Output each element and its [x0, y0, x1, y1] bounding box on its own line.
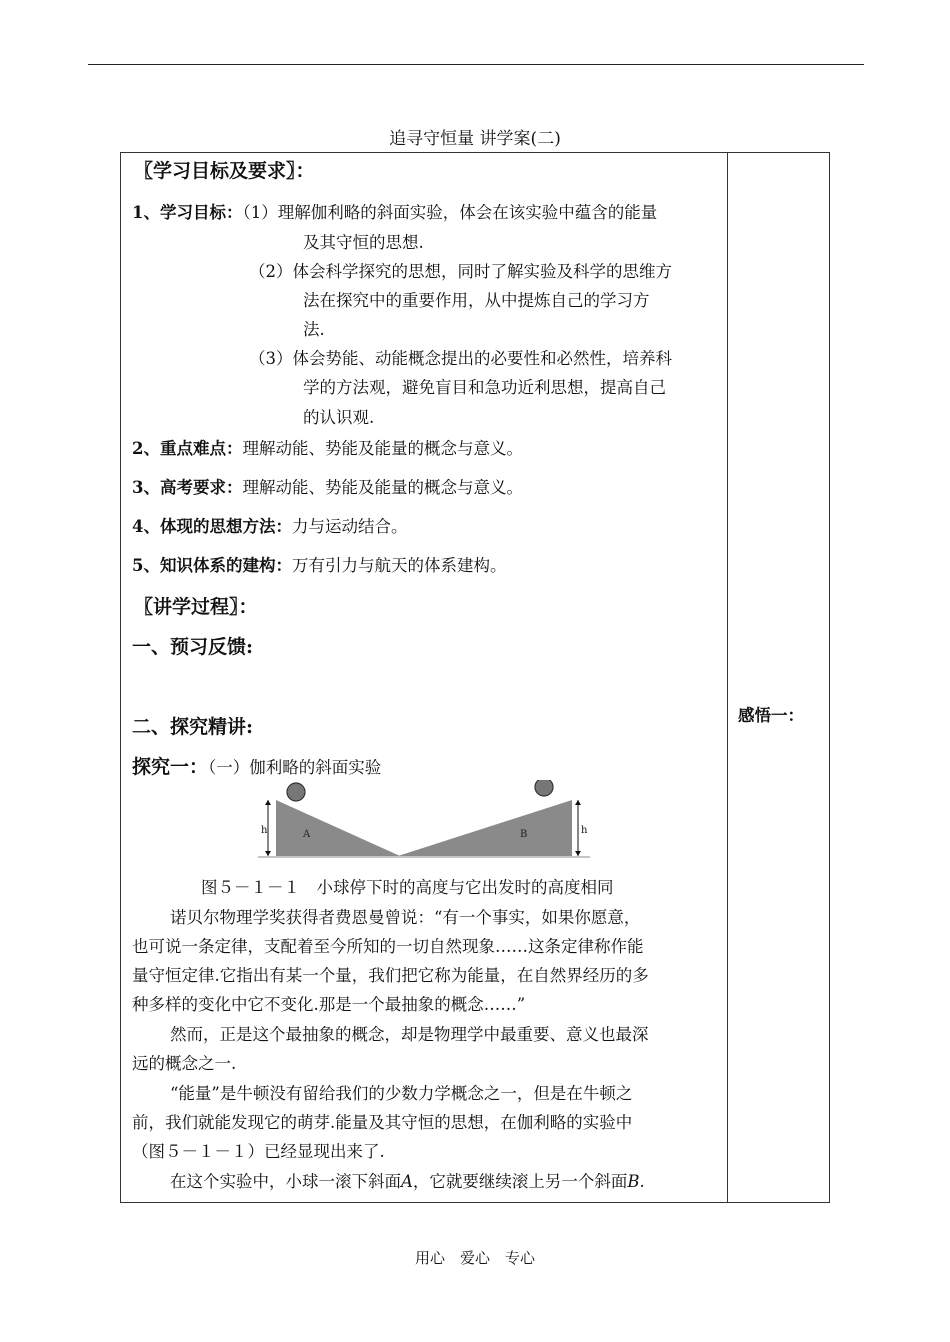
para2-line-1: 然而，正是这个最抽象的概念，却是物理学中最重要、意义也最深 — [170, 1025, 649, 1044]
explore-line — [132, 752, 381, 779]
knowledge-label: 5、知识体系的建构： — [132, 556, 292, 575]
h-label-left: h — [261, 825, 268, 836]
para4-line-1 — [170, 1168, 645, 1192]
para3-line-2: 前，我们就能发现它的萌芽.能量及其守恒的思想，在伽利略的实验中 — [132, 1113, 633, 1132]
h-label-right: h — [581, 825, 588, 836]
key-points-label: 2、重点难点： — [132, 439, 243, 458]
arrow-right-top — [575, 800, 581, 805]
process-heading: 〖讲学过程〗： — [134, 596, 258, 618]
incline-figure — [258, 780, 590, 860]
goal1-line-2: 及其守恒的思想. — [303, 233, 424, 252]
ball-right — [535, 780, 553, 796]
exam-req-label: 3、高考要求： — [132, 478, 243, 497]
incline-b — [398, 800, 572, 856]
arrow-left-bottom — [265, 851, 271, 856]
goal-label: 1、学习目标： — [132, 203, 243, 222]
para1-line-3: 量守恒定律.它指出有某一个量，我们把它称为能量，在自然界经历的多 — [132, 966, 649, 985]
goal3-line-1: （3）体会势能、动能概念提出的必要性和必然性，培养科 — [249, 349, 672, 368]
method-line — [132, 513, 407, 537]
ball-left — [287, 783, 305, 801]
goal-line-1 — [132, 199, 657, 223]
exam-req-text: 理解动能、势能及能量的概念与意义。 — [242, 478, 523, 497]
arrow-left-top — [265, 800, 271, 805]
objectives-heading: 〖学习目标及要求〗： — [134, 160, 315, 182]
arrow-right-bottom — [575, 851, 581, 856]
knowledge-text: 万有引力与航天的体系建构。 — [291, 556, 507, 575]
section1-heading: 一、预习反馈: — [132, 636, 254, 658]
figure-caption: 图５－１－１ 小球停下时的高度与它出发时的高度相同 — [201, 878, 614, 897]
para1-line-2: 也可说一条定律，支配着至今所知的一切自然现象……这条定律称作能 — [132, 937, 644, 956]
goal3-line-2: 学的方法观，避免盲目和急功近利思想，提高自己 — [303, 378, 666, 397]
knowledge-line — [132, 552, 506, 576]
method-label: 4、体现的思想方法： — [132, 517, 292, 536]
para1-line-1: 诺贝尔物理学奖获得者费恩曼曾说：“有一个事实，如果你愿意， — [170, 908, 641, 927]
exam-req-line — [132, 474, 523, 498]
document-title: 追寻守恒量 讲学案(二) — [389, 129, 561, 149]
label-a: A — [303, 829, 311, 840]
goal2-line-2: 法在探究中的重要作用，从中提炼自己的学习方 — [303, 291, 650, 310]
goal1-text: （1）理解伽利略的斜面实验，体会在该实验中蕴含的能量 — [242, 203, 658, 222]
explore-label: 探究一： — [132, 756, 209, 778]
side-note-label: 感悟一： — [738, 706, 804, 725]
para3-line-3: （图５－１－１）已经显现出来了. — [132, 1142, 385, 1161]
para2-line-2: 远的概念之一. — [132, 1054, 237, 1073]
key-points-text: 理解动能、势能及能量的概念与意义。 — [242, 439, 523, 458]
column-divider — [727, 152, 728, 1203]
goal2-line-1: （2）体会科学探究的思想，同时了解实验及科学的思维方 — [249, 262, 672, 281]
header-rule — [88, 64, 864, 65]
label-b: B — [520, 829, 528, 840]
para3-line-1: “能量”是牛顿没有留给我们的少数力学概念之一，但是在牛顿之 — [170, 1084, 633, 1103]
method-text: 力与运动结合。 — [291, 517, 408, 536]
para1-line-4: 种多样的变化中它不变化.那是一个最抽象的概念……” — [132, 995, 526, 1014]
explore-text: （一）伽利略的斜面实验 — [208, 758, 382, 777]
para4-incline-b: B. — [627, 1172, 645, 1191]
para4-incline-a: A — [401, 1172, 413, 1191]
incline-a — [276, 800, 400, 856]
section2-heading: 二、探究精讲: — [132, 716, 254, 738]
goal2-line-3: 法. — [303, 320, 325, 339]
para4-text-2: ，它就要继续滚上另一个斜面 — [412, 1172, 628, 1191]
goal3-line-3: 的认识观. — [303, 408, 375, 427]
para4-text-1: 在这个实验中，小球一滚下斜面 — [170, 1172, 401, 1191]
page-footer: 用心 爱心 专心 — [414, 1249, 535, 1267]
key-points-line — [132, 435, 523, 459]
